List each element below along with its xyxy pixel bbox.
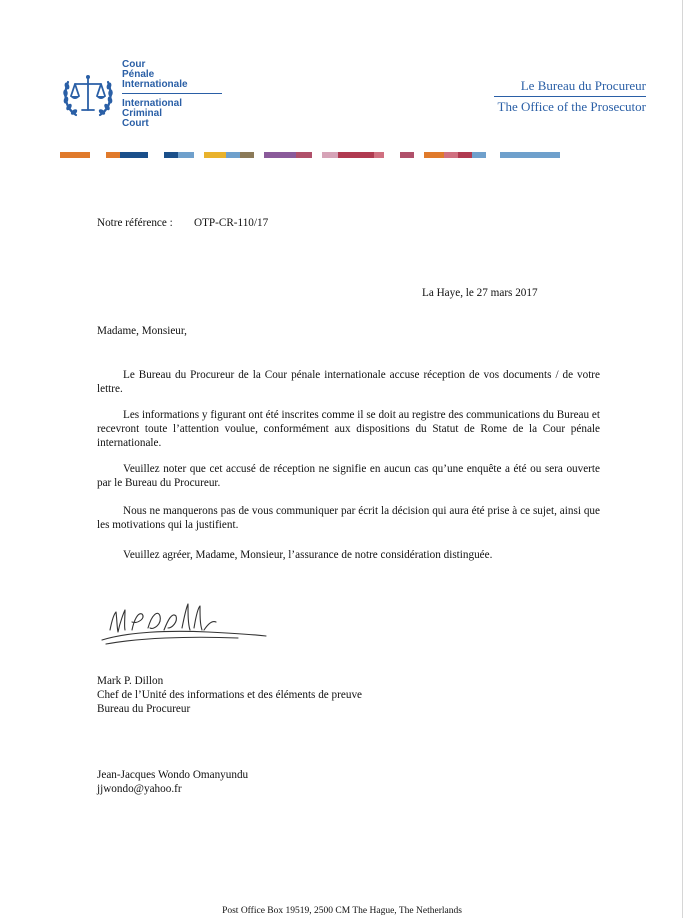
paragraph-4: Nous ne manquerons pas de vous communiquer par écrit la décision qui aura été prise à ce sujet, ainsi que les motivations qui la justifient. (97, 505, 600, 531)
stripe-segment (296, 152, 312, 158)
reference-label: Notre référence : (97, 217, 173, 229)
reference-line (97, 216, 268, 230)
stripe-segment (500, 152, 560, 158)
stripe-segment (458, 152, 472, 158)
recipient-email: jjwondo@yahoo.fr (97, 783, 182, 795)
stripe-segment (374, 152, 384, 158)
stripe-segment (148, 152, 164, 158)
stripe-segment (414, 152, 424, 158)
stripe-segment (264, 152, 296, 158)
stripe-segment (226, 152, 240, 158)
office-name-block (494, 77, 646, 116)
stripe-segment (312, 152, 322, 158)
paragraph-2: Les informations y figurant ont été inscrites comme il se doit au registre des communications du Bureau et recevront toute l’attention voulue, conformément aux dispositions du Statut de Rome de la Cour pénale internationale. (97, 409, 600, 449)
handwritten-signature (98, 600, 270, 650)
stripe-segment (60, 152, 90, 158)
court-name-en-3: Court (122, 118, 149, 129)
recipient-name: Jean-Jacques Wondo Omanyundu (97, 769, 249, 781)
court-name-fr-2: Pénale (122, 69, 155, 80)
reference-value: OTP-CR-110/17 (194, 217, 269, 229)
court-name-fr-3: Internationale (122, 79, 188, 90)
office-name-fr: Le Bureau du Procureur (520, 78, 646, 93)
court-name-block (122, 60, 222, 129)
court-name-en-1: International (122, 98, 183, 109)
stripe-segment (322, 152, 338, 158)
stripe-segment (424, 152, 444, 158)
stripe-segment (384, 152, 400, 158)
signer-block (97, 674, 362, 716)
signer-name: Mark P. Dillon (97, 675, 164, 687)
stripe-segment (240, 152, 254, 158)
stripe-segment (164, 152, 178, 158)
court-name-en-2: Criminal (122, 108, 163, 119)
stripe-segment (178, 152, 194, 158)
stripe-segment (444, 152, 458, 158)
stripe-segment (120, 152, 148, 158)
stripe-segment (400, 152, 414, 158)
letter-date: La Haye, le 27 mars 2017 (422, 287, 538, 299)
court-name-fr-1: Cour (122, 59, 146, 70)
stripe-segment (472, 152, 486, 158)
footer-address: Post Office Box 19519, 2500 CM The Hague, The Netherlands (222, 906, 462, 916)
stripe-segment (338, 152, 374, 158)
color-stripe (60, 152, 646, 158)
signer-title: Chef de l’Unité des informations et des éléments de preuve (97, 689, 362, 701)
paragraph-5: Veuillez agréer, Madame, Monsieur, l’assurance de notre considération distinguée. (123, 549, 493, 561)
recipient-block (97, 768, 248, 796)
signer-office: Bureau du Procureur (97, 703, 191, 715)
stripe-segment (204, 152, 226, 158)
office-name-divider (494, 96, 646, 97)
icc-emblem-icon (60, 66, 116, 122)
paragraph-1: Le Bureau du Procureur de la Cour pénale internationale accuse réception de vos documents / de votre lettre. (97, 369, 600, 395)
stripe-segment (194, 152, 204, 158)
page-edge-right (682, 0, 683, 922)
office-name-en: The Office of the Prosecutor (497, 99, 646, 114)
stripe-segment (106, 152, 120, 158)
court-name-divider (122, 93, 222, 94)
stripe-segment (486, 152, 500, 158)
stripe-segment (90, 152, 106, 158)
stripe-segment (254, 152, 264, 158)
footer-cutoff (0, 918, 684, 922)
paragraph-3: Veuillez noter que cet accusé de réception ne signifie en aucun cas qu’une enquête a été ou sera ouverte par le Bureau du Procureur. (97, 463, 600, 489)
salutation: Madame, Monsieur, (97, 325, 187, 337)
